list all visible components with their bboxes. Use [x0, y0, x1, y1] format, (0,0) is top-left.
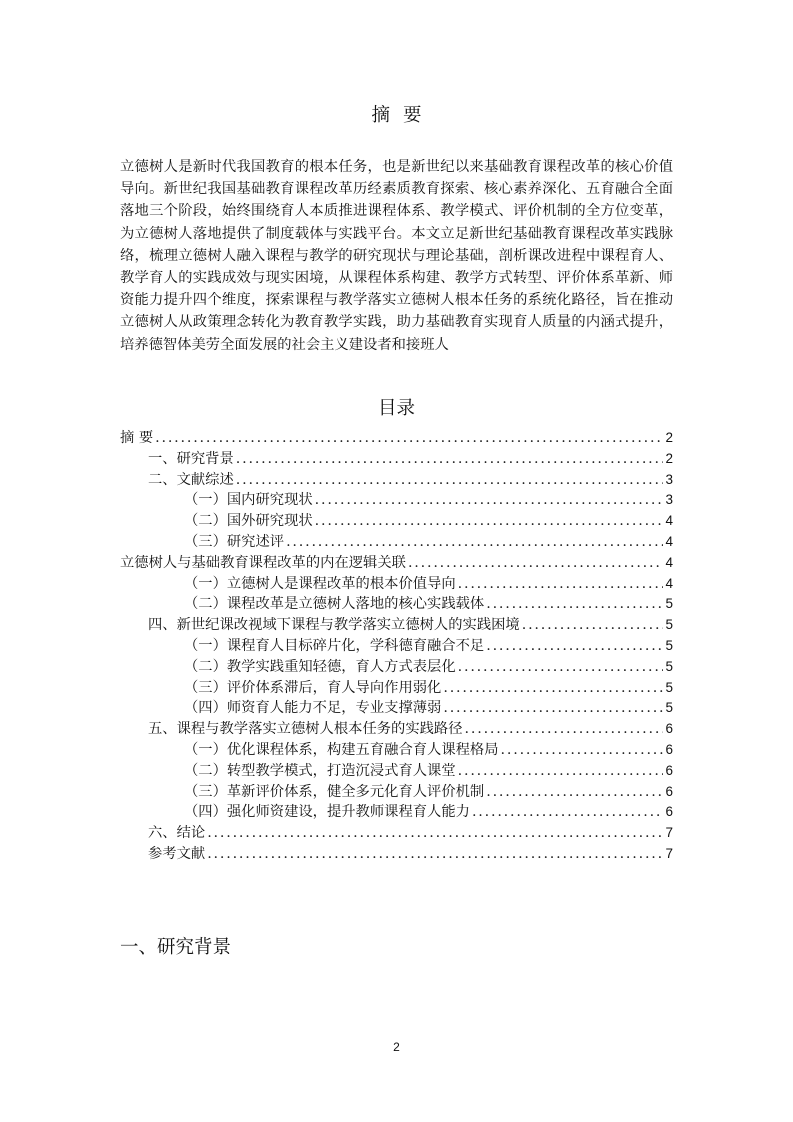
toc-leader-dots	[443, 698, 663, 719]
toc-leader-dots	[458, 657, 664, 678]
toc-entry-page: 5	[665, 700, 673, 716]
toc-entry-label: 二、文献综述	[148, 471, 234, 488]
toc-leader-dots	[207, 844, 663, 865]
toc-entry-page: 6	[665, 804, 673, 820]
toc-entry-label: （三）评价体系滞后，育人导向作用弱化	[184, 679, 442, 696]
toc-entry-page: 4	[665, 554, 673, 570]
toc-leader-dots	[501, 740, 664, 761]
toc-entry[interactable]	[120, 615, 673, 636]
toc-entry[interactable]	[120, 823, 673, 844]
toc-entry-label: （三）研究述评	[184, 533, 285, 550]
toc-entry[interactable]	[120, 802, 673, 823]
toc-entry-label: （二）转型教学模式，打造沉浸式育人课堂	[184, 762, 456, 779]
toc-entry[interactable]	[120, 594, 673, 615]
toc-entry[interactable]	[120, 470, 673, 491]
toc-entry[interactable]	[120, 490, 673, 511]
toc-entry-page: 4	[665, 575, 673, 591]
toc-entry-page: 6	[665, 762, 673, 778]
toc-entry[interactable]	[120, 698, 673, 719]
toc-entry-page: 5	[665, 658, 673, 674]
toc-entry[interactable]	[120, 657, 673, 678]
toc-entry-page: 5	[665, 617, 673, 633]
toc-entry-label: 摘 要	[120, 430, 154, 446]
toc-leader-dots	[458, 574, 664, 595]
toc-entry[interactable]	[120, 844, 673, 865]
toc-entry-label: 四、新世纪课改视域下课程与教学落实立德树人的实践困境	[148, 617, 520, 634]
toc-entry-page: 6	[665, 783, 673, 799]
toc-entry-label: 一、研究背景	[148, 450, 234, 467]
toc-title: 目录	[377, 398, 415, 419]
toc-entry[interactable]	[120, 678, 673, 699]
section-heading: 一、研究背景	[120, 937, 232, 958]
toc-entry[interactable]	[120, 636, 673, 657]
toc-leader-dots	[315, 490, 664, 511]
toc-leader-dots	[408, 553, 664, 574]
toc-leader-dots	[486, 782, 663, 803]
table-of-contents	[120, 428, 673, 865]
toc-leader-dots	[472, 802, 664, 823]
toc-entry-page: 7	[665, 825, 673, 841]
toc-entry-page: 4	[665, 513, 673, 529]
toc-leader-dots	[286, 532, 663, 553]
toc-leader-dots	[458, 761, 664, 782]
toc-entry-label: （四）师资育人能力不足，专业支撑薄弱	[184, 700, 442, 717]
toc-entry[interactable]	[120, 449, 673, 470]
toc-entry-page: 2	[665, 430, 673, 445]
toc-entry-label: （一）国内研究现状	[184, 492, 313, 509]
toc-entry[interactable]	[120, 782, 673, 803]
toc-entry-label: （二）课程改革是立德树人落地的核心实践载体	[184, 596, 485, 613]
toc-leader-dots	[486, 636, 663, 657]
toc-entry-page: 7	[665, 845, 673, 861]
toc-entry-page: 2	[665, 450, 673, 466]
toc-entry-label: 参考文献	[148, 845, 206, 862]
toc-leader-dots	[443, 678, 663, 699]
toc-entry-page: 6	[665, 741, 673, 757]
toc-entry-label: 五、课程与教学落实立德树人根本任务的实践路径	[148, 721, 463, 738]
toc-entry-page: 4	[665, 533, 673, 549]
toc-leader-dots	[315, 511, 664, 532]
toc-entry-page: 3	[665, 471, 673, 487]
toc-entry[interactable]	[120, 574, 673, 595]
toc-leader-dots	[522, 615, 664, 636]
toc-leader-dots	[465, 719, 664, 740]
toc-entry-label: （一）立德树人是课程改革的根本价值导向	[184, 575, 456, 592]
page-number: 2	[393, 1040, 400, 1054]
toc-entry[interactable]	[120, 553, 673, 574]
toc-entry-page: 5	[665, 679, 673, 695]
toc-entry-page: 5	[665, 637, 673, 653]
toc-entry-label: （三）革新评价体系，健全多元化育人评价机制	[184, 783, 485, 800]
toc-entry-label: （四）强化师资建设，提升教师课程育人能力	[184, 804, 470, 821]
toc-leader-dots	[155, 428, 663, 449]
toc-entry[interactable]	[120, 428, 673, 449]
toc-entry[interactable]	[120, 719, 673, 740]
toc-entry-label: （二）教学实践重知轻德，育人方式表层化	[184, 658, 456, 675]
toc-entry-label: （一）优化课程体系，构建五育融合育人课程格局	[184, 741, 499, 758]
abstract-body: 立德树人是新时代我国教育的根本任务，也是新世纪以来基础教育课程改革的核心价值导向。新世纪我国基础教育课程改革历经素质教育探索、核心素养深化、五育融合全面落地三个阶段，始终围绕育人本质推进课程体系、教学模式、评价机制的全方位变革，为立德树人落地提供了制度载体与实践平台。本文立足新世纪基础教育课程改革实践脉络，梳理立德树人融入课程与教学的研究现状与理论基础，剖析课改进程中课程育人、教学育人的实践成效与现实困境，从课程体系构建、教学方式转型、评价体系革新、师资能力提升四个维度，探索课程与教学落实立德树人根本任务的系统化路径，旨在推动立德树人从政策理念转化为教育教学实践，助力基础教育实现育人质量的内涵式提升，培养德智体美劳全面发展的社会主义建设者和接班人	[120, 159, 673, 353]
toc-entry[interactable]	[120, 740, 673, 761]
toc-entry-label: 六、结论	[148, 825, 206, 842]
toc-leader-dots	[486, 594, 663, 615]
toc-entry-page: 3	[665, 492, 673, 508]
toc-leader-dots	[236, 449, 664, 470]
toc-leader-dots	[207, 823, 663, 844]
toc-entry-page: 5	[665, 596, 673, 612]
toc-entry-label: 立德树人与基础教育课程改革的内在逻辑关联	[120, 554, 406, 571]
toc-entry[interactable]	[120, 761, 673, 782]
toc-entry-label: （二）国外研究现状	[184, 513, 313, 530]
toc-entry[interactable]	[120, 532, 673, 553]
toc-entry-page: 6	[665, 721, 673, 737]
toc-leader-dots	[236, 470, 664, 491]
abstract-title: 摘要	[371, 105, 435, 126]
toc-entry[interactable]	[120, 511, 673, 532]
toc-entry-label: （一）课程育人目标碎片化，学科德育融合不足	[184, 637, 485, 654]
